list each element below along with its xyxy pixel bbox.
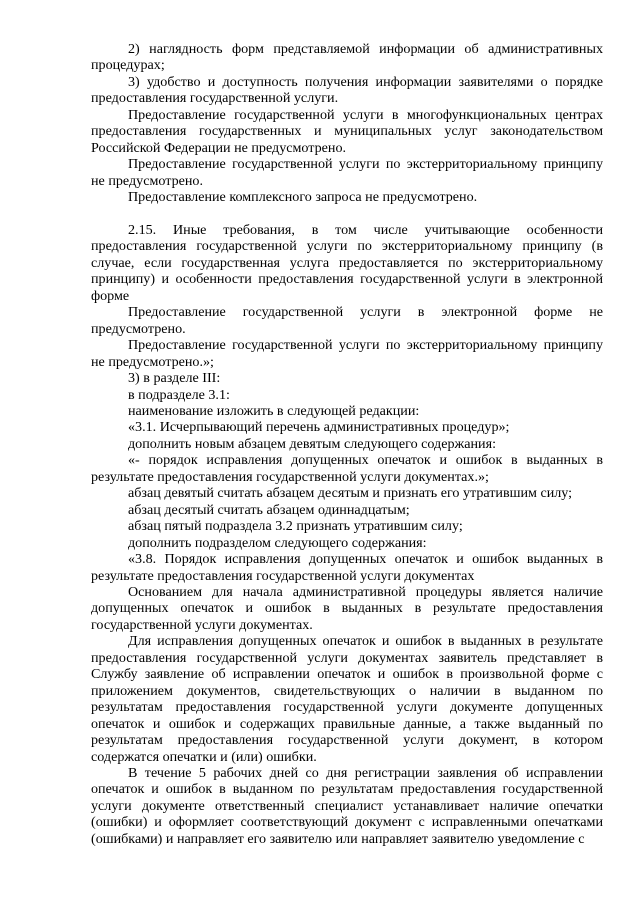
paragraph: Предоставление государственной услуги по экстерриториальному принципу не предусмотрено.»; (91, 337, 603, 370)
paragraph: Предоставление комплексного запроса не предусмотрено. (128, 189, 478, 206)
paragraph: Основанием для начала административной процедуры является наличие допущенных опечаток и ошибок в выданных в результате предоставления государственной услуги документах. (91, 584, 603, 633)
paragraph: дополнить новым абзацем девятым следующего содержания: (128, 435, 496, 452)
paragraph: наименование изложить в следующей редакции: (128, 403, 420, 420)
paragraph: В течение 5 рабочих дней со дня регистрации заявления об исправлении опечаток и ошибок в выданном по результатам предоставления государственной услуги документе ответственный специалист устанавливает наличие опечатки (ошибки) и оформляет соответствующий документ с исправленными опечатками (ошибками) и направляет его заявителю или направляет заявителю уведомление с (91, 764, 603, 847)
paragraph: Для исправления допущенных опечаток и ошибок в выданных в результате предоставления государственной услуги документах заявитель представляет в Службу заявление об исправлении опечаток и ошибок в произвольной форме с приложением документов, свидетельствующих о наличии в выданном по результатам предоставления государственной услуги документе допущенных опечаток и ошибок и содержащих правильные данные, а также выданный по результатам предоставления государственной услуги документ, в котором содержатся опечатки и (или) ошибки. (91, 633, 603, 765)
paragraph: 3) удобство и доступность получения информации заявителями о порядке предоставления государственной услуги. (91, 73, 603, 107)
section-heading-2-15: 2.15. Иные требования, в том числе учитывающие особенности предоставления государственной услуги по экстерриториальному принципу (в случае, если государственная услуга предоставляется по экстерриториальному принципу) и особенности предоставления государственной услуги в электронной форме (91, 222, 603, 304)
paragraph: 2) наглядность форм представляемой информации об административных процедурах; (91, 41, 603, 74)
paragraph: 3) в разделе III: (128, 370, 221, 387)
paragraph: абзац девятый считать абзацем десятым и признать его утратившим силу; (128, 485, 573, 502)
paragraph: Предоставление государственной услуги по экстерриториальному принципу не предусмотрено. (91, 156, 603, 189)
paragraph: дополнить подразделом следующего содержания: (128, 534, 427, 551)
paragraph: «- порядок исправления допущенных опечаток и ошибок в выданных в результате предоставления государственной услуги документах.»; (91, 452, 603, 485)
paragraph: Предоставление государственной услуги в электронной форме не предусмотрено. (91, 304, 603, 337)
section-heading-3-8: «3.8. Порядок исправления допущенных опечаток и ошибок выданных в результате предоставления государственной услуги документах (91, 551, 603, 584)
document-page (91, 41, 603, 847)
paragraph: «3.1. Исчерпывающий перечень административных процедур»; (128, 419, 510, 436)
paragraph: абзац десятый считать абзацем одиннадцатым; (128, 501, 410, 518)
paragraph: в подразделе 3.1: (128, 386, 230, 403)
paragraph: Предоставление государственной услуги в многофункциональных центрах предоставления государственных и муниципальных услуг законодательством Российской Федерации не предусмотрено. (91, 106, 603, 156)
paragraph: абзац пятый подраздела 3.2 признать утратившим силу; (128, 518, 463, 535)
